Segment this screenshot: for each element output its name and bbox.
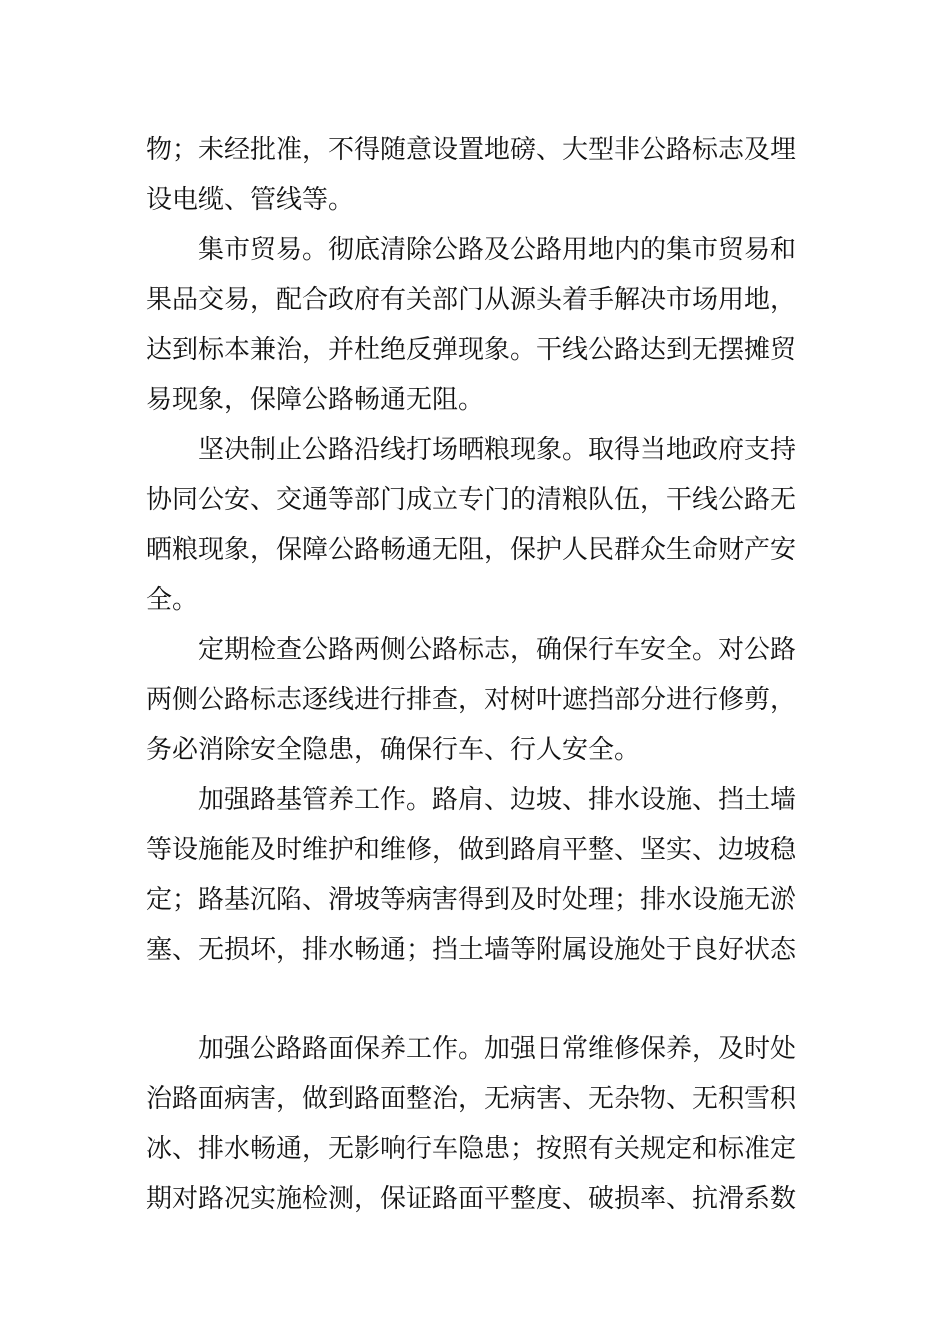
text-line: 务必消除安全隐患，确保行车、行人安全。 — [146, 735, 641, 765]
text-line: 达到标本兼治，并杜绝反弹现象。干线公路达到无摆摊贸 — [146, 335, 797, 365]
text-line: 设电缆、管线等。 — [146, 185, 355, 215]
text-line: 等设施能及时维护和维修，做到路肩平整、坚实、边坡稳 — [146, 835, 797, 865]
text-line: 两侧公路标志逐线进行排查，对树叶遮挡部分进行修剪， — [146, 685, 797, 715]
text-line: 易现象，保障公路畅通无阻。 — [146, 385, 485, 415]
paragraph-start-market-trade: 集市贸易。彻底清除公路及公路用地内的集市贸易和 — [198, 235, 797, 265]
text-line: 期对路况实施检测，保证路面平整度、破损率、抗滑系数 — [146, 1184, 797, 1214]
paragraph-start-grain-drying: 坚决制止公路沿线打场晒粮现象。取得当地政府支持 — [198, 435, 797, 465]
text-line: 果品交易，配合政府有关部门从源头着手解决市场用地， — [146, 285, 797, 315]
text-line: 治路面病害，做到路面整治，无病害、无杂物、无积雪积 — [146, 1084, 797, 1114]
paragraph-start-roadbed: 加强路基管养工作。路肩、边坡、排水设施、挡土墙 — [198, 785, 797, 815]
text-line: 定；路基沉陷、滑坡等病害得到及时处理；排水设施无淤 — [146, 885, 797, 915]
text-line: 全。 — [146, 585, 199, 615]
text-line: 塞、无损坏，排水畅通；挡土墙等附属设施处于良好状态 — [146, 935, 797, 965]
paragraph-start-road-signs: 定期检查公路两侧公路标志，确保行车安全。对公路 — [198, 635, 797, 665]
text-line: 冰、排水畅通，无影响行车隐患；按照有关规定和标准定 — [146, 1134, 797, 1164]
text-line: 协同公安、交通等部门成立专门的清粮队伍，干线公路无 — [146, 485, 797, 515]
text-line: 晒粮现象，保障公路畅通无阻，保护人民群众生命财产安 — [146, 535, 797, 565]
paragraph-start-pavement: 加强公路路面保养工作。加强日常维修保养，及时处 — [198, 1034, 797, 1064]
text-line: 物；未经批准，不得随意设置地磅、大型非公路标志及埋 — [146, 135, 797, 165]
